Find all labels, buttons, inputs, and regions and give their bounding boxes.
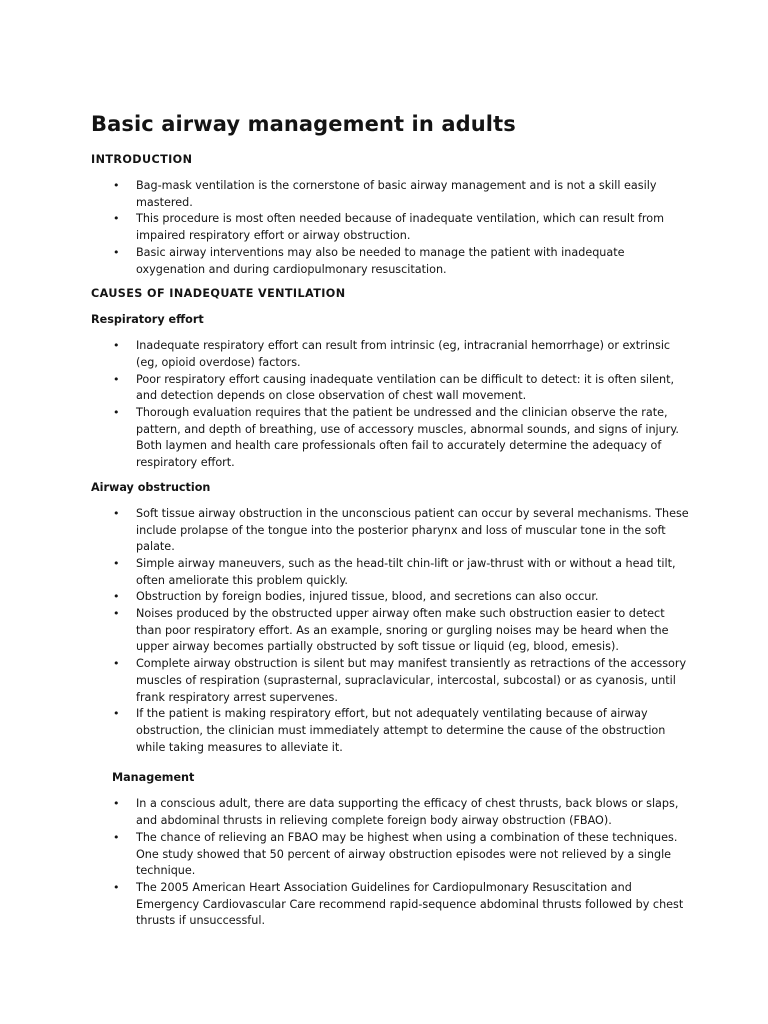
- list-item-text: Soft tissue airway obstruction in the unconscious patient can occur by several mechanisms. These include prolapse of the tongue into the posterior pharynx and loss of muscular tone in the soft palate.: [136, 506, 689, 554]
- list-item: [91, 589, 691, 606]
- list-item: [91, 606, 691, 656]
- list-item: [91, 211, 691, 244]
- bullet-icon: •: [113, 590, 120, 604]
- list-item-text: Thorough evaluation requires that the patient be undressed and the clinician observe the rate, pattern, and depth of breathing, use of accessory muscles, abnormal sounds, and signs of injury. Both laymen and health care professionals often fail to accurately determine the adequacy of respiratory effort.: [136, 406, 679, 470]
- list-item-text: Inadequate respiratory effort can result from intrinsic (eg, intracranial hemorrhage) or extrinsic (eg, opioid overdose) factors.: [136, 339, 671, 369]
- list-item-text: If the patient is making respiratory effort, but not adequately ventilating because of airway obstruction, the clinician must immediately attempt to determine the cause of the obstruction while taking measures to alleviate it.: [136, 707, 666, 754]
- list-item-text: In a conscious adult, there are data supporting the efficacy of chest thrusts, back blows or slaps, and abdominal thrusts in relieving complete foreign body airway obstruction (FBAO).: [136, 797, 679, 828]
- bullet-icon: •: [113, 556, 120, 570]
- list-item-text: Bag-mask ventilation is the cornerstone of basic airway management and is not a skill easily mastered.: [136, 179, 657, 209]
- list-item-text: The chance of relieving an FBAO may be highest when using a combination of these techniques. One study showed that 50 percent of airway obstruction episodes were not relieved by a single technique.: [136, 830, 678, 878]
- list-item-text: Simple airway maneuvers, such as the head-tilt chin-lift or jaw-thrust with or without a head tilt, often ameliorate this problem quickly.: [136, 556, 676, 587]
- list-item-text: Poor respiratory effort causing inadequate ventilation can be difficult to detect: it is often silent, and detection depends on close observation of chest wall movement.: [136, 372, 675, 403]
- bullet-icon: •: [113, 830, 120, 844]
- list-item: [91, 178, 691, 211]
- list-item: [91, 556, 691, 589]
- list-item: [91, 506, 691, 556]
- list-item: [91, 372, 691, 405]
- bullet-icon: •: [113, 179, 120, 192]
- list-item: [91, 706, 691, 756]
- list-item: [91, 338, 691, 371]
- subsection-heading-airway-obstruction: Airway obstruction: [91, 480, 211, 494]
- section-heading-introduction: INTRODUCTION: [91, 153, 193, 166]
- bullet-icon: •: [113, 212, 120, 226]
- bullet-icon: •: [113, 607, 120, 621]
- bullet-icon: •: [113, 245, 120, 259]
- list-item-text: Obstruction by foreign bodies, injured tissue, blood, and secretions can also occur.: [136, 590, 599, 604]
- list-item: [91, 656, 691, 706]
- list-item-text: This procedure is most often needed because of inadequate ventilation, which can result from impaired respiratory effort or airway obstruction.: [136, 212, 664, 243]
- list-item-text: The 2005 American Heart Association Guidelines for Cardiopulmonary Resuscitation and Emergency Cardiovascular Care recommend rapid-sequence abdominal thrusts followed by chest thrusts if unsuccessful.: [136, 880, 684, 928]
- bullet-icon: •: [113, 339, 120, 353]
- bullet-icon: •: [113, 880, 120, 894]
- list-item-text: Noises produced by the obstructed upper airway often make such obstruction easier to detect than poor respiratory effort. As an example, snoring or gurgling noises may be heard when the upper airway becomes partially obstructed by soft tissue or liquid (eg, blood, emesis).: [136, 607, 669, 654]
- bullet-icon: •: [113, 406, 120, 420]
- introduction-list: [91, 178, 691, 278]
- list-item: [91, 405, 691, 472]
- management-list: [91, 796, 691, 930]
- page-title: Basic airway management in adults: [91, 112, 516, 136]
- list-item-text: Complete airway obstruction is silent but may manifest transiently as retractions of the accessory muscles of respiration (suprasternal, supraclavicular, intercostal, subcostal) or as cyanosis, until frank respiratory arrest supervenes.: [136, 657, 687, 704]
- list-item: [91, 880, 691, 930]
- airway-obstruction-list: [91, 506, 691, 757]
- subsection-heading-respiratory-effort: Respiratory effort: [91, 313, 204, 327]
- list-item-text: Basic airway interventions may also be needed to manage the patient with inadequate oxygenation and during cardiopulmonary resuscitation.: [136, 245, 625, 276]
- list-item: [91, 245, 691, 278]
- list-item: [91, 796, 691, 829]
- respiratory-effort-list: [91, 338, 691, 472]
- bullet-icon: •: [113, 372, 120, 386]
- section-heading-causes: CAUSES OF INADEQUATE VENTILATION: [91, 287, 346, 301]
- bullet-icon: •: [113, 506, 120, 520]
- list-item: [91, 830, 691, 880]
- bullet-icon: •: [113, 707, 120, 721]
- subsection-heading-management: Management: [112, 771, 195, 785]
- bullet-icon: •: [113, 797, 120, 811]
- document-page: [91, 110, 691, 938]
- bullet-icon: •: [113, 657, 120, 671]
